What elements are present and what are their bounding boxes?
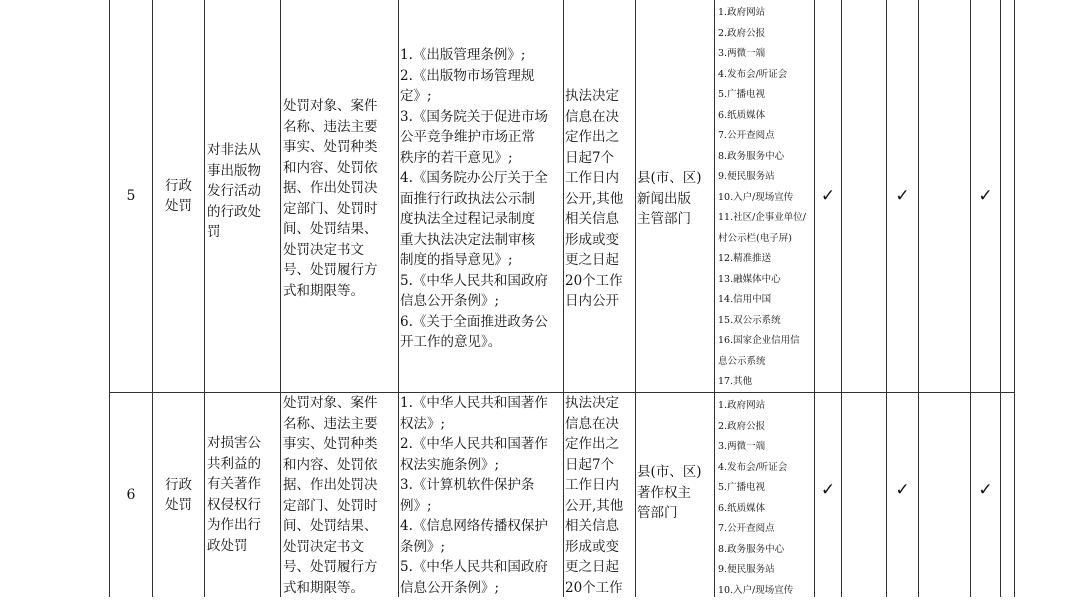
content-cell: 处罚对象、案件 名称、违法主要 事实、处罚种类 和内容、处罚依 据、作出处罚决 定部门、处罚时 间、处罚结果、 处罚决定书文 号、处罚履行方 式和期限等。 xyxy=(283,98,378,299)
checkmark-icon: ✓ xyxy=(978,480,993,500)
subject-cell: 县(市、区) 新闻出版 主管部门 xyxy=(637,170,702,227)
channels-cell: 1.政府网站 2.政府公报 3.两微一端 4.发布会/听证会 5.广播电视 6.纸质媒体 7.公开查阅点 8.政务服务中心 9.便民服务站 10.入户/现场宣传 11.社区/企事业单位/ 村公示栏(电子屏) 12.精准推送 13.融媒体中心 14.信用中国 15.双公示系统 16.国家企业信用信 息公示系统 17.其他 xyxy=(718,7,807,387)
category-cell: 行政 处罚 xyxy=(165,177,192,214)
row-number: 5 xyxy=(126,188,136,204)
matter-cell: 对非法从 事出版物 发行活动 的行政处 罚 xyxy=(207,142,261,240)
checkmark-icon: ✓ xyxy=(820,480,836,500)
basis-cell: 1.《中华人民共和国著作 权法》; 2.《中华人民共和国著作 权法实施条例》; 3.《计算机软件保护条 例》; 4.《信息网络传播权保护 条例》; 5.《中华人民共和国政府 信息公开条例》; xyxy=(400,395,548,596)
checkmark-icon: ✓ xyxy=(978,186,993,206)
checkmark-icon: ✓ xyxy=(895,186,910,206)
timelimit-cell: 执法决定 信息在决 定作出之 日起7个 工作日内 公开,其他 相关信息 形成或变 更之日起 20个工作 xyxy=(565,395,624,596)
content-cell: 处罚对象、案件 名称、违法主要 事实、处罚种类 和内容、处罚依 据、作出处罚决 定部门、处罚时 间、处罚结果、 处罚决定书文 号、处罚履行方 式和期限等。 xyxy=(283,395,378,596)
subject-cell: 县(市、区) 著作权主 管部门 xyxy=(637,464,702,521)
timelimit-cell: 执法决定 信息在决 定作出之 日起7个 工作日内 公开,其他 相关信息 形成或变 更之日起 20个工作 日内公开 xyxy=(565,88,624,309)
channels-cell: 1.政府网站 2.政府公报 3.两微一端 4.发布会/听证会 5.广播电视 6.纸质媒体 7.公开查阅点 8.政务服务中心 9.便民服务站 10.入户/现场宣传 xyxy=(718,400,794,596)
checkmark-icon: ✓ xyxy=(895,480,910,500)
matter-cell: 对损害公 共利益的 有关著作 权侵权行 为作出行 政处罚 xyxy=(207,435,261,554)
checkmark-icon: ✓ xyxy=(820,186,836,206)
basis-cell: 1.《出版管理条例》; 2.《出版物市场管理规 定》; 3.《国务院关于促进市场 公平竞争维护市场正常 秩序的若干意见》; 4.《国务院办公厅关于全 面推行行政执法公示制 度执法全过程记录制度 重大执法决定法制审核 制度的指导意见》; 5.《中华人民共和国政府 信息公开条例》; 6.《关于全面推进政务公 开工作的意见》。 xyxy=(400,47,548,350)
row-number: 6 xyxy=(126,487,136,503)
category-cell: 行政 处罚 xyxy=(165,476,192,513)
